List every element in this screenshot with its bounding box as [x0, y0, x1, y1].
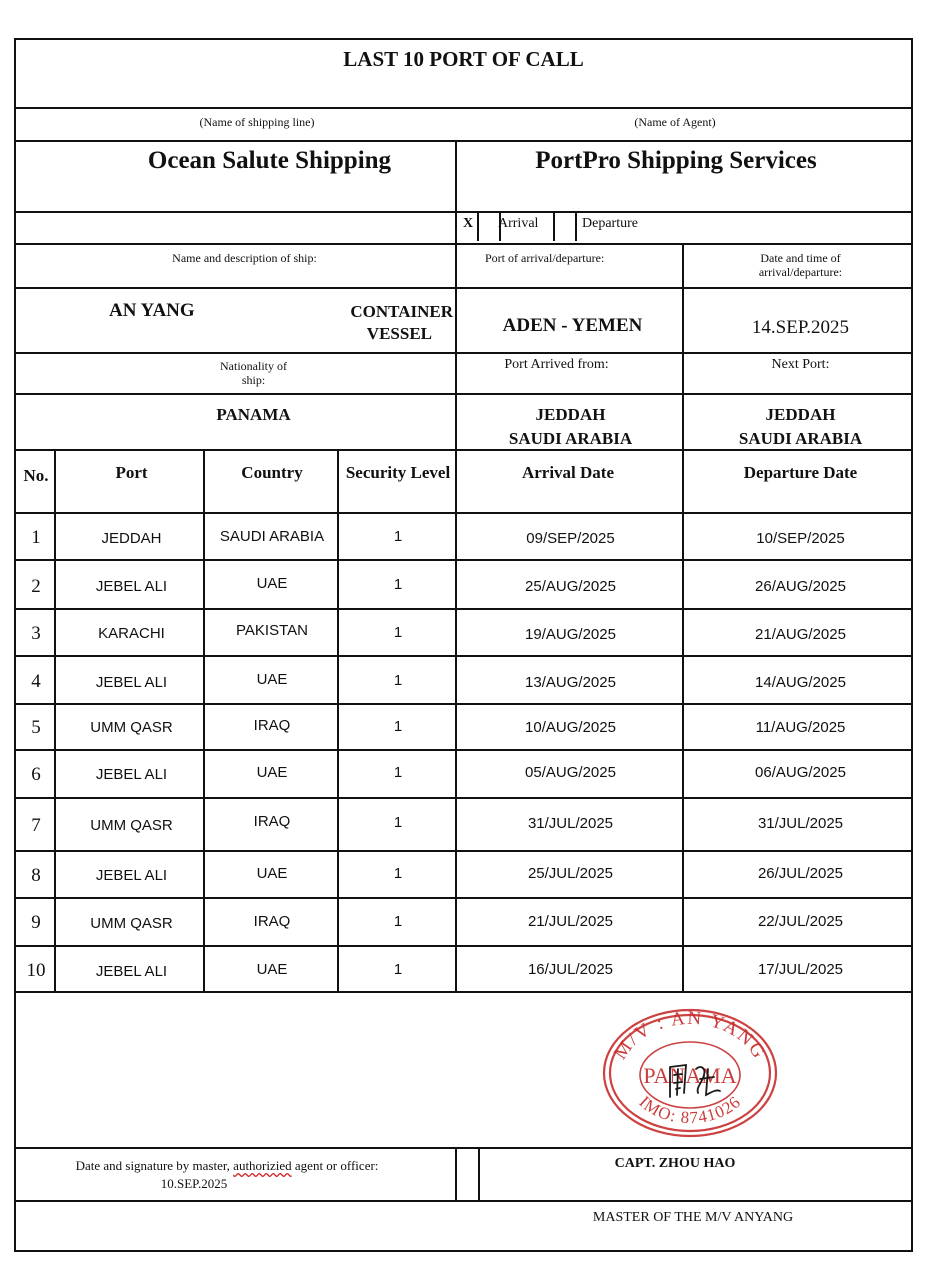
- row-country: IRAQ: [253, 913, 291, 930]
- rule: [14, 559, 913, 561]
- row-departure-date: 31/JUL/2025: [757, 815, 844, 832]
- rule: [14, 850, 913, 852]
- row-security-level: 1: [393, 961, 403, 978]
- row-no: 10: [26, 960, 46, 981]
- row-departure-date: 14/AUG/2025: [755, 674, 846, 691]
- col-header-departure-date: Departure Date: [743, 463, 858, 482]
- rule: [14, 608, 913, 610]
- row-country: PAKISTAN: [236, 622, 308, 639]
- next-port-caption: Next Port:: [771, 357, 830, 372]
- row-country: UAE: [256, 764, 288, 781]
- rule: [14, 243, 913, 245]
- rule: [14, 107, 913, 109]
- row-arrival-date: 16/JUL/2025: [527, 961, 614, 978]
- arrived-from-caption: Port Arrived from:: [504, 357, 609, 372]
- rule: [14, 897, 913, 899]
- row-port: JEBEL ALI: [95, 963, 168, 980]
- signature-caption-misspelled: authorizied: [233, 1158, 292, 1173]
- row-port: JEBEL ALI: [95, 766, 168, 783]
- rule: [14, 140, 913, 142]
- signature-caption: [14, 1158, 440, 1174]
- row-arrival-date: 10/AUG/2025: [525, 719, 616, 736]
- row-no: 3: [31, 623, 41, 644]
- row-security-level: 1: [393, 528, 403, 545]
- arrived-from-line1: JEDDAH: [535, 405, 606, 424]
- row-arrival-date: 05/AUG/2025: [525, 764, 616, 781]
- rule: [14, 512, 913, 514]
- row-port: JEBEL ALI: [95, 867, 168, 884]
- port-caption: Port of arrival/departure:: [485, 251, 605, 265]
- row-no: 7: [31, 815, 41, 836]
- signature-caption-part1: Date and signature by master,: [75, 1158, 234, 1173]
- svg-text:IMO: 8741026: [635, 1092, 744, 1127]
- row-country: IRAQ: [253, 813, 291, 830]
- row-departure-date: 17/JUL/2025: [757, 961, 844, 978]
- row-arrival-date: 09/SEP/2025: [526, 530, 615, 547]
- row-no: 6: [31, 764, 41, 785]
- ship-stamp: [600, 1005, 780, 1140]
- row-arrival-date: 21/JUL/2025: [527, 913, 614, 930]
- rule: [478, 1147, 480, 1200]
- row-port: JEDDAH: [101, 530, 162, 547]
- row-security-level: 1: [393, 865, 403, 882]
- rule: [14, 703, 913, 705]
- ship-name: AN YANG: [109, 300, 195, 321]
- signature-caption-part2: agent or officer:: [291, 1158, 379, 1173]
- col-header-arrival-date: Arrival Date: [521, 463, 615, 482]
- row-arrival-date: 13/AUG/2025: [525, 674, 616, 691]
- row-arrival-date: 31/JUL/2025: [527, 815, 614, 832]
- row-country: UAE: [256, 575, 288, 592]
- rule: [14, 393, 913, 395]
- row-port: UMM QASR: [90, 817, 173, 834]
- arrived-from-line2: SAUDI ARABIA: [508, 429, 633, 448]
- svg-text:M/V : AN YANG: [610, 1008, 770, 1064]
- form-title: LAST 10 PORT OF CALL: [343, 47, 584, 71]
- row-departure-date: 11/AUG/2025: [755, 719, 846, 736]
- col-header-no: No.: [23, 466, 49, 485]
- rule: [14, 449, 913, 451]
- rule: [14, 945, 913, 947]
- rule: [14, 749, 913, 751]
- shipping-line-name: Ocean Salute Shipping: [147, 147, 392, 174]
- nationality-caption-line1: Nationality of: [220, 359, 287, 373]
- row-arrival-date: 25/AUG/2025: [525, 578, 616, 595]
- col-header-security-level: Security Level: [345, 463, 451, 482]
- ship-caption: Name and description of ship:: [172, 251, 317, 265]
- row-port: UMM QASR: [90, 719, 173, 736]
- row-security-level: 1: [393, 764, 403, 781]
- row-no: 5: [31, 717, 41, 738]
- signature-date: 10.SEP.2025: [160, 1176, 228, 1191]
- row-security-level: 1: [393, 624, 403, 641]
- row-no: 1: [31, 527, 41, 548]
- master-of-caption: MASTER OF THE M/V ANYANG: [592, 1210, 794, 1225]
- rule: [14, 1147, 913, 1149]
- ship-type-line2: VESSEL: [366, 324, 432, 343]
- nationality-value: PANAMA: [216, 405, 291, 424]
- rule: [14, 1200, 913, 1202]
- row-departure-date: 21/AUG/2025: [755, 626, 846, 643]
- row-security-level: 1: [393, 718, 403, 735]
- rule: [14, 655, 913, 657]
- row-country: IRAQ: [253, 717, 291, 734]
- rule: [455, 1147, 457, 1200]
- row-security-level: 1: [393, 913, 403, 930]
- rule: [14, 352, 913, 354]
- rule: [14, 287, 913, 289]
- next-port-line2: SAUDI ARABIA: [738, 429, 863, 448]
- departure-checkbox[interactable]: [553, 213, 577, 241]
- row-port: KARACHI: [98, 625, 165, 642]
- rule: [14, 797, 913, 799]
- arrival-mark: X: [463, 216, 474, 231]
- arrival-label: Arrival: [498, 216, 539, 231]
- row-country: UAE: [256, 961, 288, 978]
- row-no: 9: [31, 912, 41, 933]
- shipping-line-caption: (Name of shipping line): [199, 115, 315, 129]
- row-arrival-date: 19/AUG/2025: [525, 626, 616, 643]
- row-security-level: 1: [393, 576, 403, 593]
- rule: [14, 211, 913, 213]
- row-security-level: 1: [393, 672, 403, 689]
- row-security-level: 1: [393, 814, 403, 831]
- row-country: UAE: [256, 865, 288, 882]
- col-header-port: Port: [115, 463, 148, 482]
- stamp-imo-text: IMO: 8741026: [635, 1092, 745, 1128]
- rule: [455, 140, 457, 449]
- agent-name: PortPro Shipping Services: [535, 147, 817, 174]
- datetime-caption-line2: arrival/departure:: [758, 265, 843, 279]
- ship-type-line1: CONTAINER: [350, 302, 453, 321]
- row-departure-date: 26/JUL/2025: [757, 865, 844, 882]
- row-country: SAUDI ARABIA: [219, 528, 325, 545]
- captain-name: CAPT. ZHOU HAO: [614, 1156, 736, 1171]
- row-departure-date: 22/JUL/2025: [757, 913, 844, 930]
- row-departure-date: 06/AUG/2025: [755, 764, 846, 781]
- row-port: JEBEL ALI: [95, 578, 168, 595]
- port-value: ADEN - YEMEN: [502, 315, 643, 336]
- row-departure-date: 26/AUG/2025: [755, 578, 846, 595]
- stamp-ring-text: M/V : AN YANG: [609, 1007, 771, 1064]
- next-port-line1: JEDDAH: [765, 405, 836, 424]
- row-no: 2: [31, 576, 41, 597]
- col-header-country: Country: [241, 463, 303, 482]
- row-departure-date: 10/SEP/2025: [756, 530, 845, 547]
- agent-caption: (Name of Agent): [634, 115, 716, 129]
- row-arrival-date: 25/JUL/2025: [527, 865, 614, 882]
- row-port: UMM QASR: [90, 915, 173, 932]
- datetime-value: 14.SEP.2025: [751, 317, 850, 338]
- nationality-caption-line2: ship:: [241, 373, 266, 387]
- row-country: UAE: [256, 671, 288, 688]
- row-no: 8: [31, 865, 41, 886]
- departure-label: Departure: [582, 216, 638, 231]
- rule: [14, 991, 913, 993]
- row-port: JEBEL ALI: [95, 674, 168, 691]
- row-no: 4: [31, 671, 41, 692]
- datetime-caption-line1: Date and time of: [760, 251, 841, 265]
- stamp-center-text: PANAMA: [643, 1063, 737, 1088]
